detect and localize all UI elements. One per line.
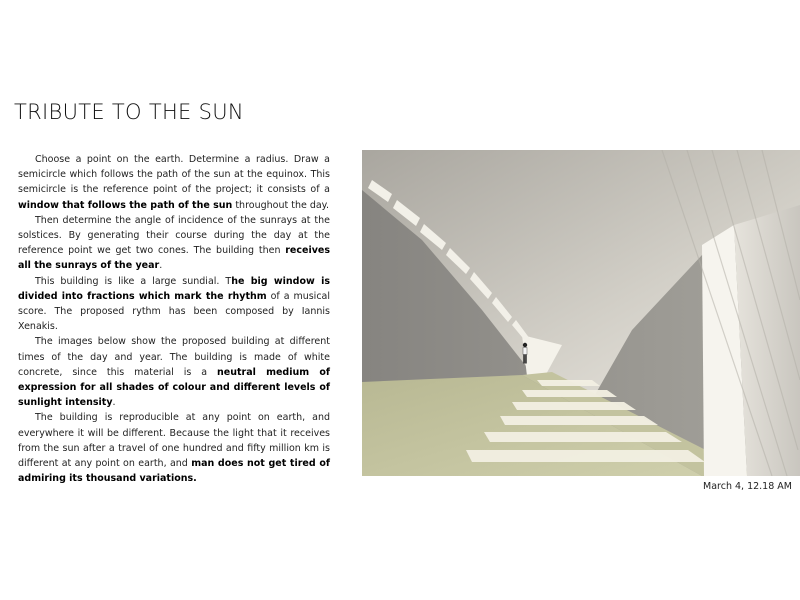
text-run: of a musical score. The proposed rythm has been composed by Iannis Xenakis.: [18, 290, 330, 333]
bold-text: receives all the sunrays of the year: [18, 245, 330, 272]
body-text: [18, 152, 330, 486]
paragraph: [18, 152, 330, 213]
bold-text: man does not get tired of admiring its thousand variations.: [18, 458, 330, 485]
text-run: throughout the day.: [232, 199, 329, 211]
paragraph: [18, 410, 330, 486]
page-title: TRIBUTE TO THE SUN: [14, 100, 244, 124]
bold-text: neutral medium of expression for all shades of colour and different levels of sunlight intensity: [18, 366, 330, 409]
paragraph: [18, 334, 330, 410]
text-run: This building is like a large sundial. T: [35, 275, 232, 287]
paragraph: [18, 274, 330, 335]
bold-text: window that follows the path of the sun: [18, 199, 233, 211]
architectural-render-image: [362, 150, 800, 476]
text-run: The images below show the proposed building at different times of the day and year. The building is made of white concrete, since this material is a: [18, 336, 330, 378]
text-run: The building is reproducible at any point on earth, and everywhere it will be different. Because the light that it receives from the sun after a travel of one hundred and fifty million km is different at any point on earth, and: [18, 412, 330, 470]
text-run: Choose a point on the earth. Determine a radius. Draw a semicircle which follows the path of the sun at the equinox. This semicircle is the reference point of the project; it consists of a: [18, 154, 330, 196]
text-run: .: [112, 397, 116, 409]
text-run: Then determine the angle of incidence of the sunrays at the solstices. By generating their course during the day at the reference point we get two cones. The building then: [18, 214, 330, 257]
bold-text: he big window is divided into fractions which mark the rhythm: [18, 275, 330, 302]
paragraph: [18, 213, 330, 274]
text-run: .: [159, 260, 163, 272]
image-caption: March 4, 12.18 AM: [703, 481, 792, 492]
